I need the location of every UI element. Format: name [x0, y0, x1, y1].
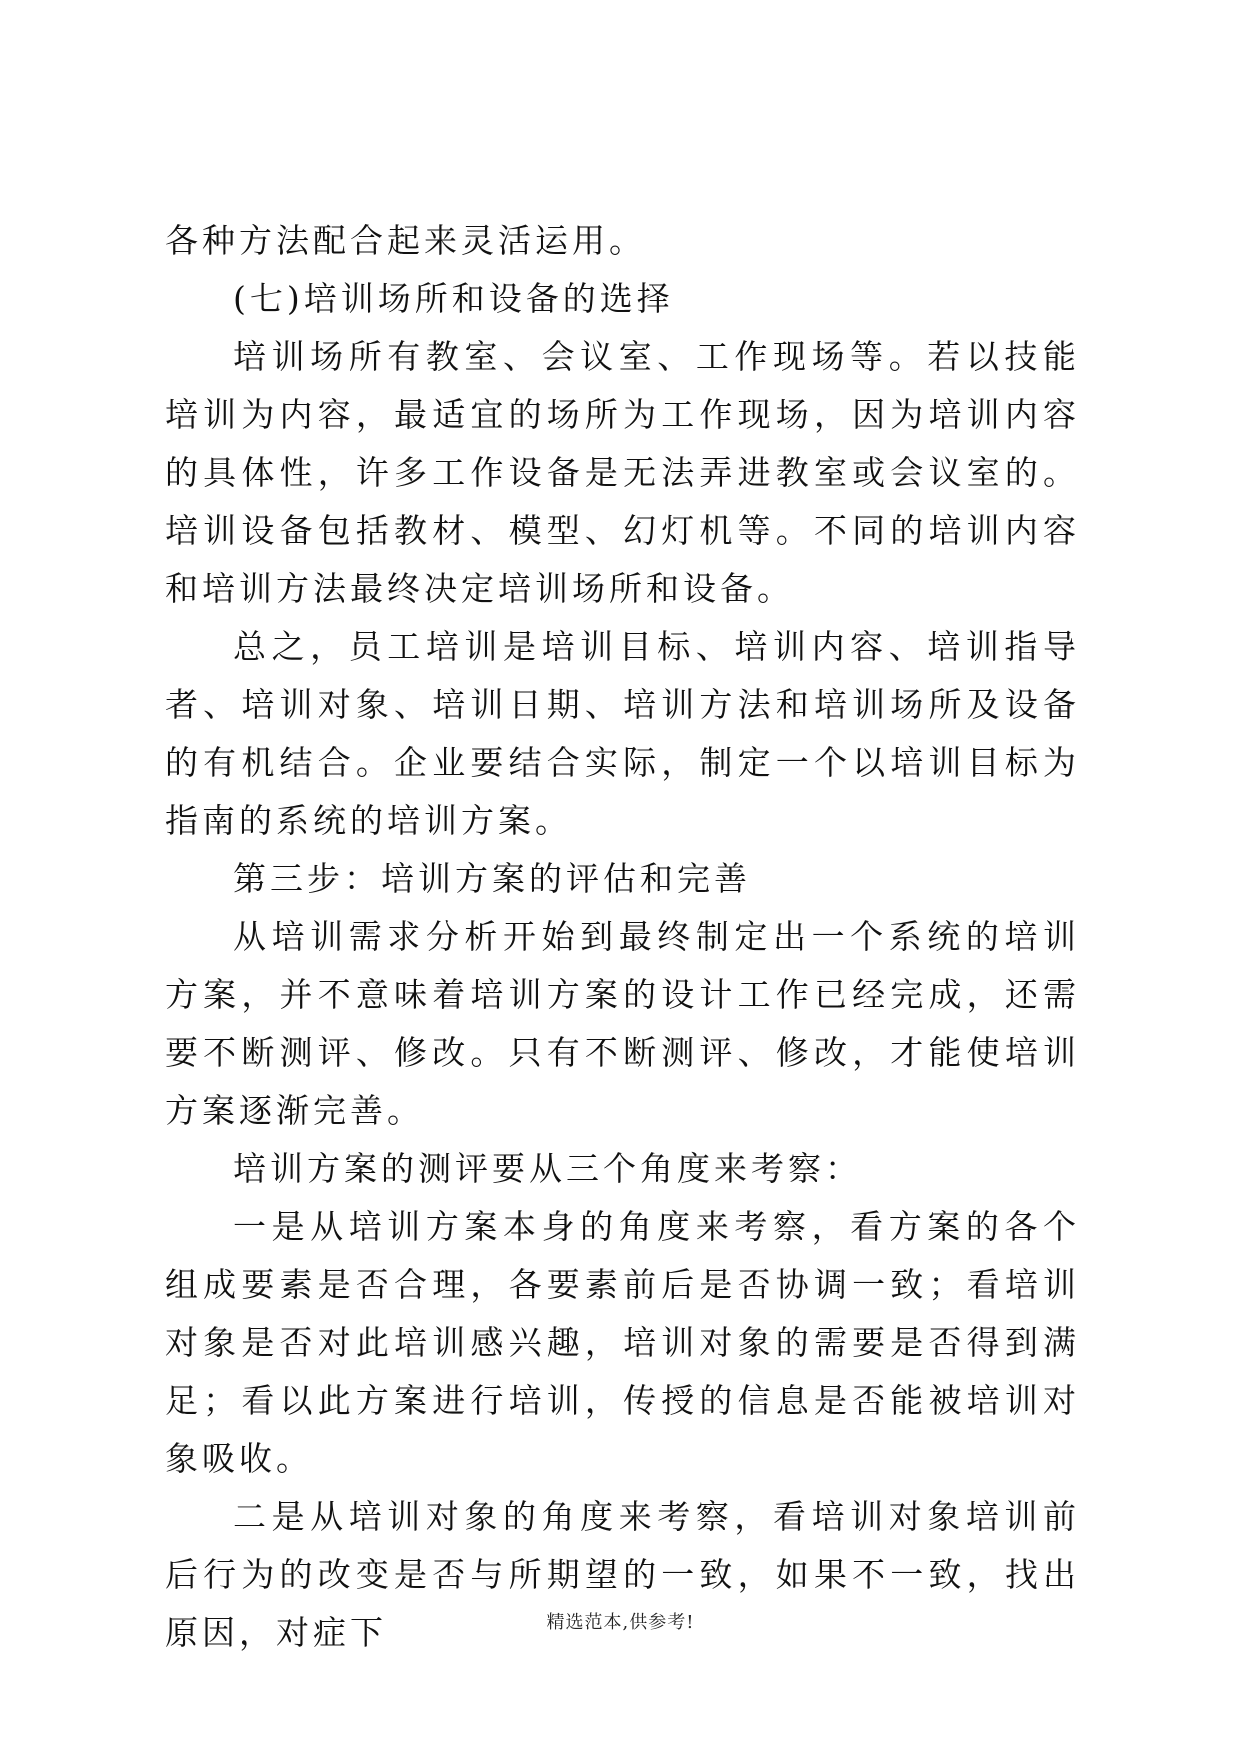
step-three-heading: 第三步：培训方案的评估和完善: [233, 859, 751, 898]
paragraph-angle-two: 二是从培训对象的角度来考察，看培训对象培训前后行为的改变是否与所期望的一致，如果不一致，找出原因，对症下: [165, 1497, 1080, 1652]
paragraph-summary: 总之，员工培训是培训目标、培训内容、培训指导者、培训对象、培训日期、培训方法和培训场所及设备的有机结合。企业要结合实际，制定一个以培训目标为指南的系统的培训方案。: [165, 627, 1080, 840]
section-heading-7: (七)培训场所和设备的选择: [233, 279, 674, 318]
document-body: [165, 212, 1080, 1662]
paragraph-1: 各种方法配合起来灵活运用。: [165, 221, 646, 260]
paragraph-evaluation-angles: 培训方案的测评要从三个角度来考察：: [233, 1149, 862, 1188]
paragraph-evaluation-intro: 从培训需求分析开始到最终制定出一个系统的培训方案，并不意味着培训方案的设计工作已经完成，还需要不断测评、修改。只有不断测评、修改，才能使培训方案逐渐完善。: [165, 917, 1080, 1130]
paragraph-training-venue: 培训场所有教室、会议室、工作现场等。若以技能培训为内容，最适宜的场所为工作现场，因为培训内容的具体性，许多工作设备是无法弄进教室或会议室的。培训设备包括教材、模型、幻灯机等。不同的培训内容和培训方法最终决定培训场所和设备。: [165, 337, 1080, 608]
paragraph-angle-one: 一是从培训方案本身的角度来考察，看方案的各个组成要素是否合理，各要素前后是否协调一致；看培训对象是否对此培训感兴趣，培训对象的需要是否得到满足；看以此方案进行培训，传授的信息是否能被培训对象吸收。: [165, 1207, 1080, 1478]
page-footer: 精选范本,供参考!: [546, 1612, 695, 1633]
